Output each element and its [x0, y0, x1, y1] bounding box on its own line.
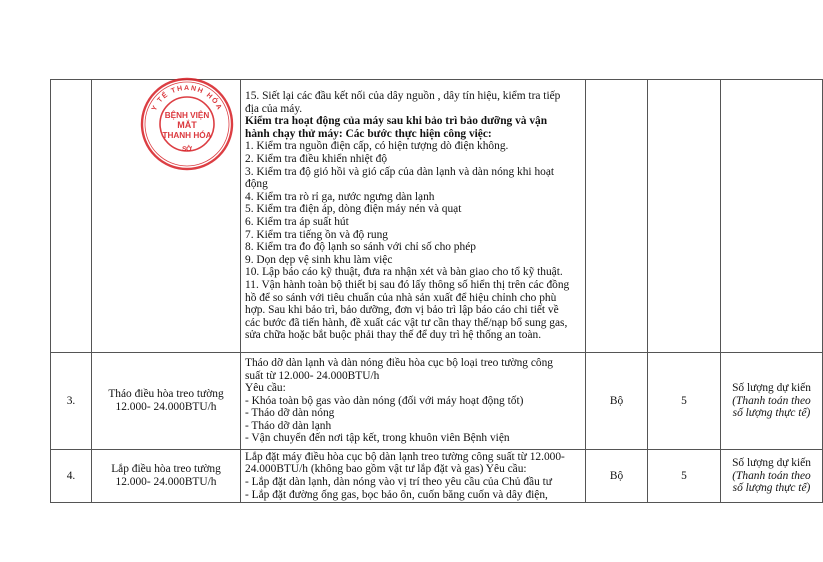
row-number-cell: 4. [51, 450, 92, 503]
description-line: suất từ 12.000- 24.000BTU/h [245, 369, 380, 382]
item-name-line: Lắp điều hòa treo tường [111, 463, 221, 476]
section-heading: hành chạy thử máy: Các bước thực hiện công việc: [245, 127, 492, 140]
row-number-cell: 3. [51, 353, 92, 450]
description-line: 6. Kiểm tra áp suất hút [245, 216, 349, 228]
row-number-cell [51, 80, 92, 353]
description-line: 11. Vận hành toàn bộ thiết bị sau đó lấy thông số hiển thị trên các đồng [245, 278, 570, 291]
description-line: Lắp đặt máy điều hòa cục bộ dàn lạnh treo tường công suất từ 12.000- [245, 450, 565, 463]
quantity-cell: 5 [648, 353, 721, 450]
description-line: 4. Kiểm tra rò rỉ ga, nước ngưng dàn lạnh [245, 190, 435, 203]
description-line: động [245, 178, 268, 191]
description-line: hợp. Sau khi bảo trì, bảo dưỡng, đơn vị bảo trì lập báo cáo chi tiết về [245, 304, 559, 317]
quantity-cell: 5 [648, 450, 721, 503]
description-line: 8. Kiểm tra đo độ lạnh so sánh với chỉ số cho phép [245, 241, 476, 254]
unit-cell: Bộ [586, 353, 648, 450]
description-line: - Tháo dỡ dàn lạnh [245, 419, 332, 432]
description-line: sửa chữa hoặc bắt buộc phải thay thế để duy trì hệ thống an toàn. [245, 329, 542, 342]
description-line: - Lắp đặt đường ống gas, bọc bảo ôn, cuốn băng cuốn và dây điện, [245, 488, 548, 501]
item-name-line: 12.000- 24.000BTU/h [115, 476, 217, 488]
description-line: 10. Lập báo cáo kỹ thuật, đưa ra nhận xét và bàn giao cho tổ kỹ thuật. [245, 266, 563, 279]
description-line: 2. Kiểm tra điều khiển nhiệt độ [245, 153, 388, 166]
description-cell [241, 450, 586, 503]
seal-arc-bottom-text: SỞ [181, 145, 193, 154]
description-line: 9. Dọn dẹp vệ sinh khu làm việc [245, 253, 393, 266]
description-line: 24.000BTU/h (không bao gồm vật tư lắp đặt và gas) Yêu cầu: [245, 463, 527, 476]
note-line: số lượng thực tế) [732, 407, 811, 420]
description-line: Yêu cầu: [245, 382, 286, 395]
description-cell [241, 353, 586, 450]
table-row [51, 353, 823, 450]
description-line: - Lắp đặt dàn lạnh, dàn nóng vào vị trí theo yêu cầu của Chủ đầu tư [245, 476, 552, 488]
description-line: địa của máy. [245, 102, 303, 115]
seal-arc-top-text: Y TẾ THANH HÓA [150, 84, 224, 113]
note-cell [721, 80, 823, 353]
note-line: số lượng thực tế) [732, 482, 811, 495]
description-line: - Khóa toàn bộ gas vào dàn nóng (đối với máy hoạt động tốt) [245, 394, 524, 407]
section-heading: Kiểm tra hoạt động của máy sau khi bảo trì bảo dưỡng và vận [245, 115, 548, 128]
description-line: 3. Kiểm tra độ gió hồi và gió cấp của dàn lạnh và dàn nóng khi hoạt [245, 165, 555, 178]
item-name-cell [92, 353, 241, 450]
description-line: - Tháo dỡ dàn nóng [245, 407, 335, 420]
note-cell [721, 450, 823, 503]
description-line: 1. Kiểm tra nguồn điện cấp, có hiện tượng dò điện không. [245, 140, 509, 153]
quantity-cell [648, 80, 721, 353]
note-line: (Thanh toán theo [732, 394, 811, 407]
seal-line-2: MẮT [177, 120, 197, 130]
description-line: Tháo dỡ dàn lạnh và dàn nóng điều hòa cục bộ loại treo tường công [245, 356, 553, 369]
unit-cell: Bộ [586, 450, 648, 503]
unit-cell [586, 80, 648, 353]
description-line: các bước đã tiến hành, đề xuất các vật tư cần thay thế/nạp bổ sung gas, [245, 316, 568, 329]
description-line: 7. Kiểm tra tiếng ồn và độ rung [245, 228, 388, 241]
description-cell [241, 80, 586, 353]
description-line: - Vận chuyển đến nơi tập kết, trong khuôn viên Bệnh viện [245, 432, 510, 445]
note-line: Số lượng dự kiến [732, 457, 811, 470]
item-name-line: Tháo điều hòa treo tường [108, 388, 224, 401]
item-name-line: 12.000- 24.000BTU/h [115, 401, 217, 413]
note-line: Số lượng dự kiến [732, 382, 811, 395]
table-row [51, 450, 823, 503]
item-name-cell [92, 450, 241, 503]
description-line: hồ để so sánh với tiêu chuẩn của nhà sản xuất để hiệu chỉnh cho phù [245, 291, 557, 304]
note-line: (Thanh toán theo [732, 469, 811, 482]
hospital-seal-stamp [139, 76, 235, 172]
description-line: 15. Siết lại các đầu kết nối của dây nguồn , dây tín hiệu, kiểm tra tiếp [245, 90, 561, 103]
seal-line-3: THANH HÓA [162, 131, 212, 140]
seal-line-1: BỆNH VIỆN [164, 111, 210, 120]
description-line: 5. Kiểm tra điện áp, dòng điện máy nén và quạt [245, 203, 462, 216]
note-cell [721, 353, 823, 450]
